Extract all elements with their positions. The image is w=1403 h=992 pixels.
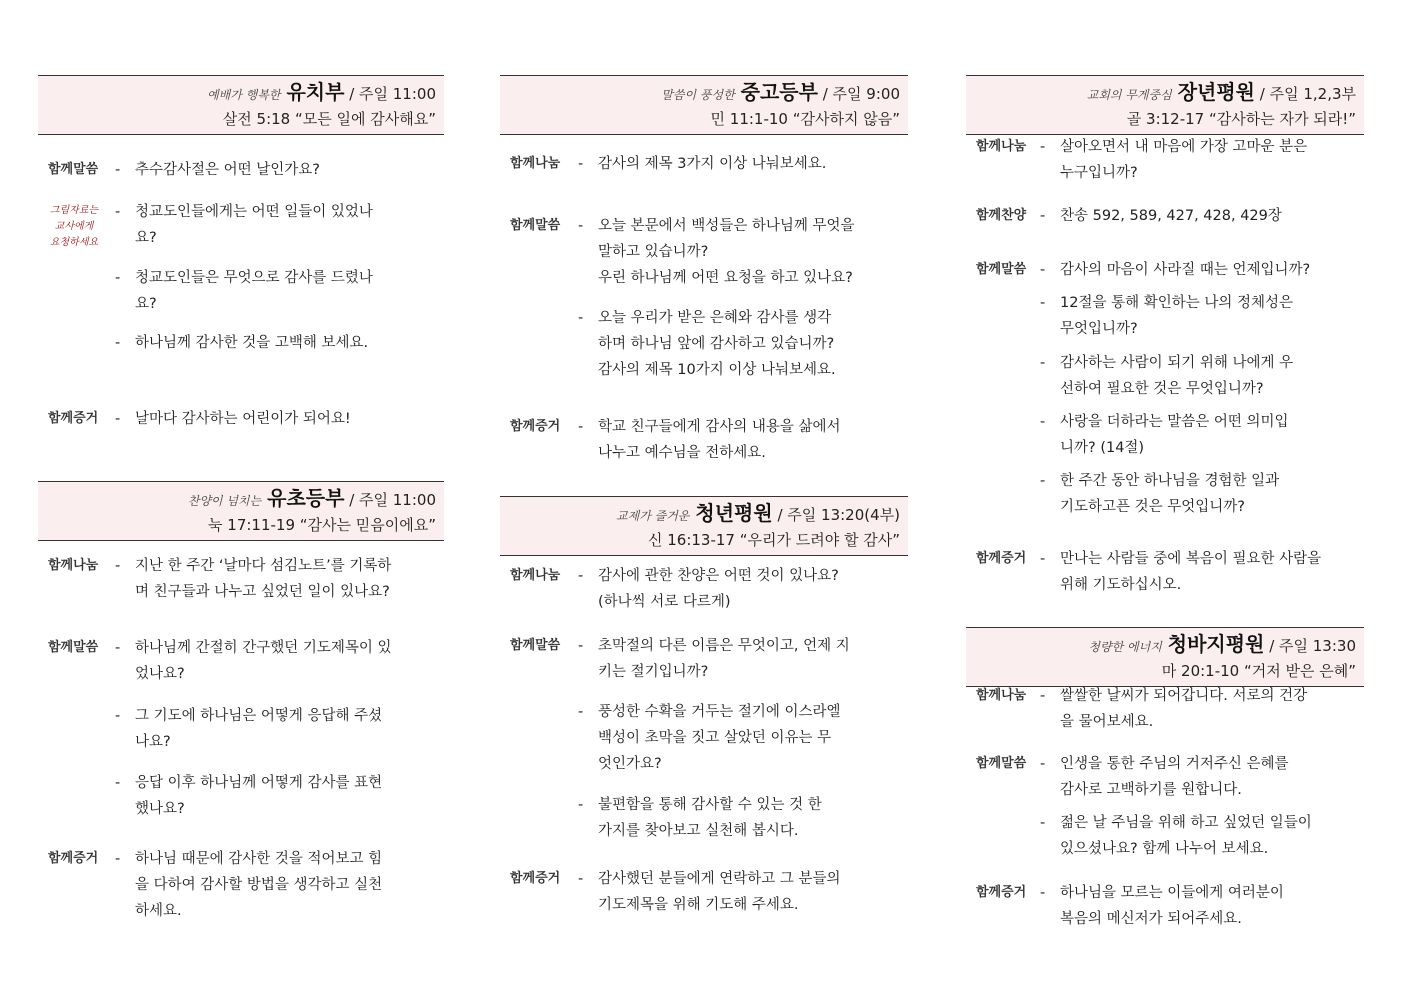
question-item: - 청교도인들에게는 어떤 일들이 있었나 요? <box>115 204 373 246</box>
question-item: - 하나님께 간절히 간구했던 기도제목이 있 었나요? <box>115 640 392 682</box>
activity-label: 함께증거 <box>976 885 1027 900</box>
section-header <box>500 75 908 135</box>
department-name: 장년평원 <box>1177 80 1255 104</box>
service-time: / 주일 1,2,3부 <box>1259 85 1356 103</box>
question-item: - 하나님을 모르는 이들에게 여러분이 복음의 메신저가 되어주세요. <box>1040 885 1284 927</box>
activity-label: 함께나눔 <box>510 156 561 171</box>
question-item: - 감사에 관한 찬양은 어떤 것이 있나요? (하나씩 서로 다르게) <box>578 568 839 610</box>
question-item: - 오늘 본문에서 백성들은 하나님께 무엇을 말하고 있습니까? 우린 하나님께 어떤 요청을 하고 있나요? <box>578 218 855 286</box>
section-motto: 찬양이 넘치는 <box>187 494 262 508</box>
scripture-reference: 눅 17:11-19 “감사는 믿음이에요” <box>208 516 436 534</box>
question-item: - 지난 한 주간 ‘날마다 섬김노트’를 기록하 며 친구들과 나누고 싶었던 일이 있나요? <box>115 558 392 600</box>
activity-label: 함께말씀 <box>976 262 1027 277</box>
question-item: - 젊은 날 주님을 위해 하고 싶었던 일들이 있으셨나요? 함께 나누어 보세요. <box>1040 815 1312 857</box>
activity-label: 함께말씀 <box>976 756 1027 771</box>
department-name: 유치부 <box>286 80 345 104</box>
scripture-reference: 마 20:1-10 “거저 받은 은혜” <box>1161 662 1356 680</box>
section-motto: 청량한 에너지 <box>1088 640 1162 654</box>
activity-label: 함께찬양 <box>976 208 1027 223</box>
question-item: - 감사했던 분들에게 연락하고 그 분들의 기도제목을 위해 기도해 주세요. <box>578 871 841 913</box>
question-item: - 불편함을 통해 감사할 수 있는 것 한 가지를 찾아보고 실천해 봅시다. <box>578 797 822 839</box>
activity-label: 함께나눔 <box>48 558 99 573</box>
activity-label: 함께나눔 <box>976 139 1027 154</box>
question-item: - 살아오면서 내 마음에 가장 고마운 분은 누구입니까? <box>1040 139 1308 181</box>
scripture-reference: 살전 5:18 “모든 일에 감사해요” <box>222 110 436 128</box>
department-name: 청바지평원 <box>1167 632 1265 656</box>
service-time: / 주일 11:00 <box>349 85 436 103</box>
question-item: - 그 기도에 하나님은 어떻게 응답해 주셨 나요? <box>115 708 383 750</box>
question-item: - 쌀쌀한 날씨가 되어갑니다. 서로의 건강 을 물어보세요. <box>1040 688 1308 730</box>
activity-label: 함께증거 <box>510 871 561 886</box>
picture-material-note: 그림자료는 교사에게 요청하세요 <box>49 205 99 248</box>
question-item: - 12절을 통해 확인하는 나의 정체성은 무엇입니까? <box>1040 295 1293 337</box>
section-header <box>966 75 1364 135</box>
section-motto: 말씀이 풍성한 <box>661 88 735 102</box>
section-header <box>500 496 908 556</box>
question-item: - 만나는 사람들 중에 복음이 필요한 사람을 위해 기도하십시오. <box>1040 551 1322 593</box>
section-header <box>38 75 444 135</box>
question-item: - 감사의 제목 3가지 이상 나눠보세요. <box>578 156 827 172</box>
question-item: - 감사하는 사람이 되기 위해 나에게 우 선하여 필요한 것은 무엇입니까? <box>1040 355 1294 397</box>
department-name: 청년평원 <box>695 501 773 525</box>
question-item: - 초막절의 다른 이름은 무엇이고, 언제 지 키는 절기입니까? <box>578 638 850 680</box>
yuchi-section <box>38 75 444 465</box>
activity-label: 함께나눔 <box>510 568 561 583</box>
activity-label: 함께증거 <box>510 419 561 434</box>
question-item: - 청교도인들은 무엇으로 감사를 드렸나 요? <box>115 270 373 312</box>
service-time: / 주일 13:20(4부) <box>777 506 900 524</box>
question-item: - 사랑을 더하라는 말씀은 어떤 의미입 니까? (14절) <box>1040 414 1289 456</box>
cheongbaji-section <box>966 627 1364 937</box>
question-item: - 인생을 통한 주님의 거저주신 은혜를 감사로 고백하기를 원합니다. <box>1040 756 1289 798</box>
question-item: - 찬송 592, 589, 427, 428, 429장 <box>1040 208 1282 224</box>
service-time: / 주일 9:00 <box>822 85 900 103</box>
activity-label: 함께나눔 <box>976 688 1027 703</box>
question-item: - 풍성한 수확을 거두는 절기에 이스라엘 백성이 초막을 짓고 살았던 이유는 무 엇인가요? <box>578 704 841 772</box>
cheongnyeon-section <box>500 496 908 931</box>
activity-label: 함께증거 <box>48 851 99 866</box>
section-header <box>38 481 444 541</box>
question-item: - 하나님 때문에 감사한 것을 적어보고 힘 을 다하여 감사할 방법을 생각하고 실천 하세요. <box>115 851 383 919</box>
yucho-section <box>38 481 444 931</box>
section-header <box>966 627 1364 687</box>
department-name: 중고등부 <box>740 80 818 104</box>
section-motto: 교제가 즐거운 <box>616 509 690 523</box>
question-item: - 한 주간 동안 하나님을 경험한 일과 기도하고픈 것은 무엇입니까? <box>1040 473 1280 515</box>
scripture-reference: 신 16:13-17 “우리가 드려야 할 감사” <box>647 531 900 549</box>
scripture-reference: 민 11:1-10 “감사하지 않음” <box>710 110 900 128</box>
jangnyeon-section <box>966 75 1364 605</box>
service-time: / 주일 11:00 <box>349 491 436 509</box>
question-item: - 응답 이후 하나님께 어떻게 감사를 표현 했나요? <box>115 775 383 817</box>
junggo-section <box>500 75 908 470</box>
question-item: - 학교 친구들에게 감사의 내용을 삶에서 나누고 예수님을 전하세요. <box>578 419 841 461</box>
activity-label: 함께말씀 <box>510 218 561 233</box>
activity-label: 함께증거 <box>48 411 99 426</box>
scripture-reference: 골 3:12-17 “감사하는 자가 되라!” <box>1126 110 1356 128</box>
question-item: - 하나님께 감사한 것을 고백해 보세요. <box>115 335 369 351</box>
section-motto: 예배가 행복한 <box>207 88 281 102</box>
activity-label: 함께말씀 <box>48 640 99 655</box>
question-item: - 감사의 마음이 사라질 때는 언제입니까? <box>1040 262 1311 278</box>
activity-label: 함께증거 <box>976 551 1027 566</box>
activity-label: 함께말씀 <box>48 162 99 177</box>
question-item: - 날마다 감사하는 어린이가 되어요! <box>115 411 351 427</box>
question-item: - 오늘 우리가 받은 은혜와 감사를 생각 하며 하나님 앞에 감사하고 있습니까? 감사의 제목 10가지 이상 나눠보세요. <box>578 310 836 378</box>
department-name: 유초등부 <box>267 486 345 510</box>
activity-label: 함께말씀 <box>510 638 561 653</box>
section-motto: 교회의 무게중심 <box>1086 88 1172 102</box>
question-item: - 추수감사절은 어떤 날인가요? <box>115 162 320 178</box>
service-time: / 주일 13:30 <box>1269 637 1356 655</box>
